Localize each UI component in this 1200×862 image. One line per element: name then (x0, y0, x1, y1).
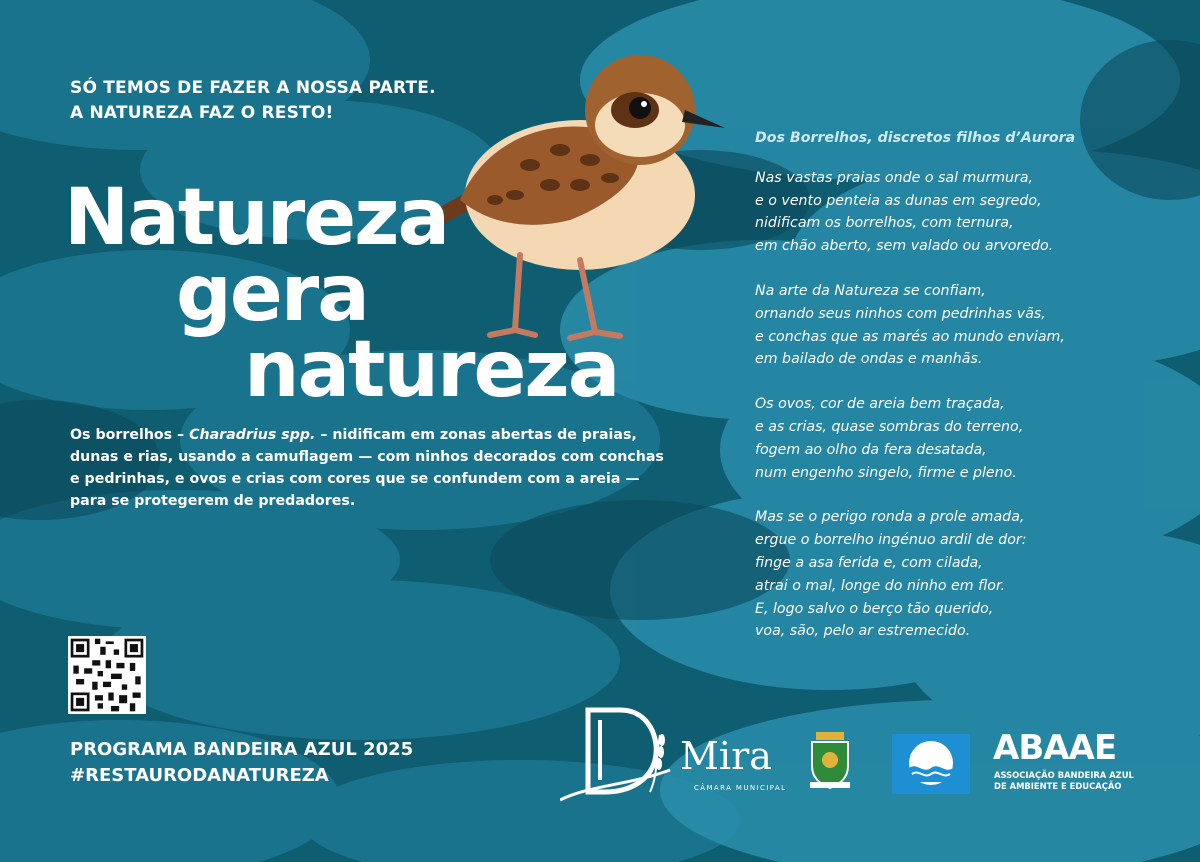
abaae-subtitle-line-2: DE AMBIENTE E EDUCAÇÃO (994, 780, 1122, 791)
qr-code[interactable] (68, 636, 146, 714)
poem-line: Nas vastas praias onde o sal murmura, (755, 169, 1034, 186)
description (70, 424, 670, 512)
mira-name: Mira (680, 734, 772, 778)
abaae-subtitle (994, 770, 1134, 791)
poem-stanza (755, 506, 1175, 643)
poem-line: Mas se o perigo ronda a prole amada, (755, 509, 1025, 526)
program-name: PROGRAMA BANDEIRA AZUL 2025 (70, 739, 414, 760)
poem-line: ergue o borrelho ingénuo ardil de dor: (755, 532, 1027, 549)
poem-line: atrai o mal, longe do ninho em flor. (755, 577, 1006, 594)
poem-line: voa, são, pelo ar estremecido. (755, 623, 971, 640)
hashtag: #RESTAURODANATUREZA (70, 765, 329, 786)
poem-stanza (755, 167, 1175, 258)
program-label (70, 737, 413, 789)
slogan (70, 76, 436, 126)
headline (64, 173, 619, 415)
poem-line: e conchas que as marés ao mundo enviam, (755, 328, 1065, 345)
poem-line: fogem ao olho da fera desatada, (755, 441, 987, 458)
poem-line: num engenho singelo, firme e pleno. (755, 464, 1017, 481)
description-prefix: Os borrelhos – (70, 427, 190, 443)
poem-stanza (755, 280, 1175, 371)
poem-line: em chão aberto, sem valado ou arvoredo. (755, 238, 1054, 255)
poem-line: e o vento penteia as dunas em segredo, (755, 192, 1042, 209)
description-suffix: – nidificam em zonas abertas de praias, dunas e rias, usando a camuflagem — com ninhos decorados com conchas e pedrinhas, e ovos e crias com cores que se confundem com a areia — para se protegerem de predadores. (70, 427, 664, 509)
poem-line: em bailado de ondas e manhãs. (755, 351, 983, 368)
slogan-line-1: SÓ TEMOS DE FAZER A NOSSA PARTE. (70, 78, 436, 98)
poem-line: e as crias, quase sombras do terreno, (755, 418, 1024, 435)
headline-line-3: natureza (244, 325, 619, 415)
slogan-line-2: A NATUREZA FAZ O RESTO! (70, 103, 334, 123)
municipal-crest-icon (806, 730, 854, 790)
scientific-name: Charadrius spp. (189, 427, 316, 443)
abaae-subtitle-line-1: ASSOCIAÇÃO BANDEIRA AZUL (994, 770, 1134, 780)
poem-line: E, logo salvo o berço tão querido, (755, 600, 994, 617)
poem-line: ornando seus ninhos com pedrinhas vãs, (755, 305, 1046, 322)
blue-flag-logo-icon (892, 734, 970, 794)
poem-line: Na arte da Natureza se confiam, (755, 282, 986, 299)
headline-line-1: Natureza (64, 173, 449, 263)
poem-line: finge a asa ferida e, com cilada, (755, 554, 983, 571)
poem (755, 127, 1175, 665)
poem-title: Dos Borrelhos, discretos filhos d’Aurora (755, 130, 1076, 146)
poem-stanza (755, 393, 1175, 484)
abaae-logo: ABAAE (993, 728, 1117, 768)
poem-line: Os ovos, cor de areia bem traçada, (755, 396, 1005, 413)
poem-line: nidificam os borrelhos, com ternura, (755, 215, 1014, 232)
camara-municipal-label: CÂMARA MUNICIPAL (694, 784, 787, 792)
headline-line-2: gera (176, 249, 368, 339)
